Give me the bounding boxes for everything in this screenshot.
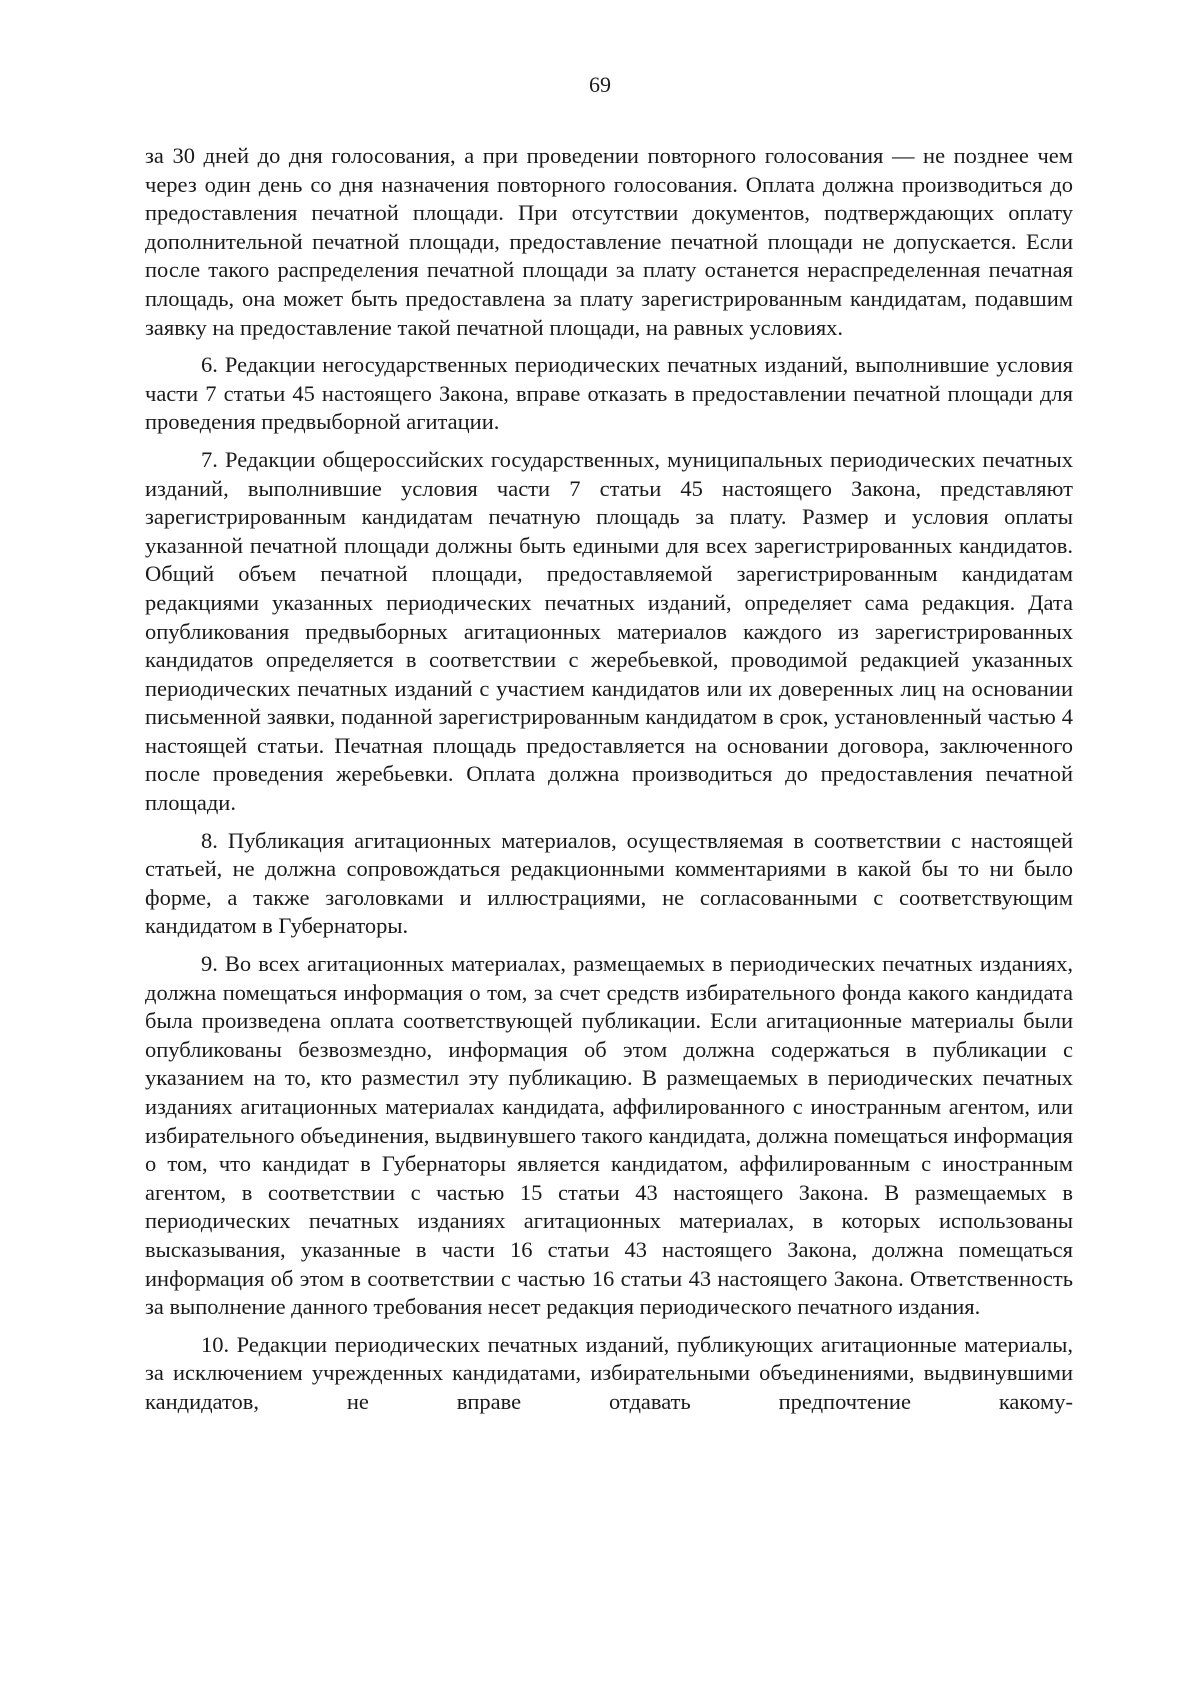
document-body [145,142,1073,1417]
paragraph-item-8: 8. Публикация агитационных материалов, осуществляемая в соответствии с настоящей статьей, не должна сопровождаться редакционными комментариями в какой бы то ни было форме, а также заголовками и иллюстрациями, не согласованными с соответствующим кандидатом в Губернаторы. [145,827,1073,939]
paragraph-item-9: 9. Во всех агитационных материалах, размещаемых в периодических печатных изданиях, должна помещаться информация о том, за счет средств избирательного фонда какого кандидата была произведена оплата соответствующей публикации. Если агитационные материалы были опубликованы безвозмездно, информация об этом должна содержаться в публикации с указанием на то, кто разместил эту публикацию. В размещаемых в периодических печатных изданиях агитационных материалах кандидата, аффилированного с иностранным агентом, или избирательного объединения, выдвинувшего такого кандидата, должна помещаться информация о том, что кандидат в Губернаторы является кандидатом, аффилированным с иностранным агентом, в соответствии с частью 15 статьи 43 настоящего Закона. В размещаемых в периодических печатных изданиях агитационных материалах, в которых использованы высказывания, указанные в части 16 статьи 43 настоящего Закона, должна помещаться информация об этом в соответствии с частью 16 статьи 43 настоящего Закона. Ответственность за выполнение данного требования несет редакция периодического печатного издания. [145,951,1073,1320]
paragraph-continuation: за 30 дней до дня голосования, а при проведении повторного голосования — не позднее чем через один день со дня назначения повторного голосования. Оплата должна производиться до предоставления печатной площади. При отсутствии документов, подтверждающих оплату дополнительной печатной площади, предоставление печатной площади не допускается. Если после такого распределения печатной площади за плату останется нераспределенная печатная площадь, она может быть предоставлена за плату зарегистрированным кандидатам, подавшим заявку на предоставление такой печатной площади, на равных условиях. [145,143,1073,340]
page-number: 69 [589,72,611,97]
paragraph-item-10: 10. Редакции периодических печатных изданий, публикующих агитационные материалы, за исключением учрежденных кандидатами, избирательными объединениями, выдвинувшими кандидатов, не вправе отдавать предпочтение какому- [145,1331,1073,1414]
paragraph-item-6: 6. Редакции негосударственных периодических печатных изданий, выполнившие условия части 7 статьи 45 настоящего Закона, вправе отказать в предоставлении печатной площади для проведения предвыборной агитации. [145,352,1073,435]
paragraph-item-7: 7. Редакции общероссийских государственных, муниципальных периодических печатных изданий, выполнившие условия части 7 статьи 45 настоящего Закона, представляют зарегистрированным кандидатам печатную площадь за плату. Размер и условия оплаты указанной печатной площади должны быть едиными для всех зарегистрированных кандидатов. Общий объем печатной площади, предоставляемой зарегистрированным кандидатам редакциями указанных периодических печатных изданий, определяет сама редакция. Дата опубликования предвыборных агитационных материалов каждого из зарегистрированных кандидатов определяется в соответствии с жеребьевкой, проводимой редакцией указанных периодических печатных изданий с участием кандидатов или их доверенных лиц на основании письменной заявки, поданной зарегистрированным кандидатом в срок, установленный частью 4 настоящей статьи. Печатная площадь предоставляется на основании договора, заключенного после проведения жеребьевки. Оплата должна производиться до предоставления печатной площади. [145,446,1073,816]
